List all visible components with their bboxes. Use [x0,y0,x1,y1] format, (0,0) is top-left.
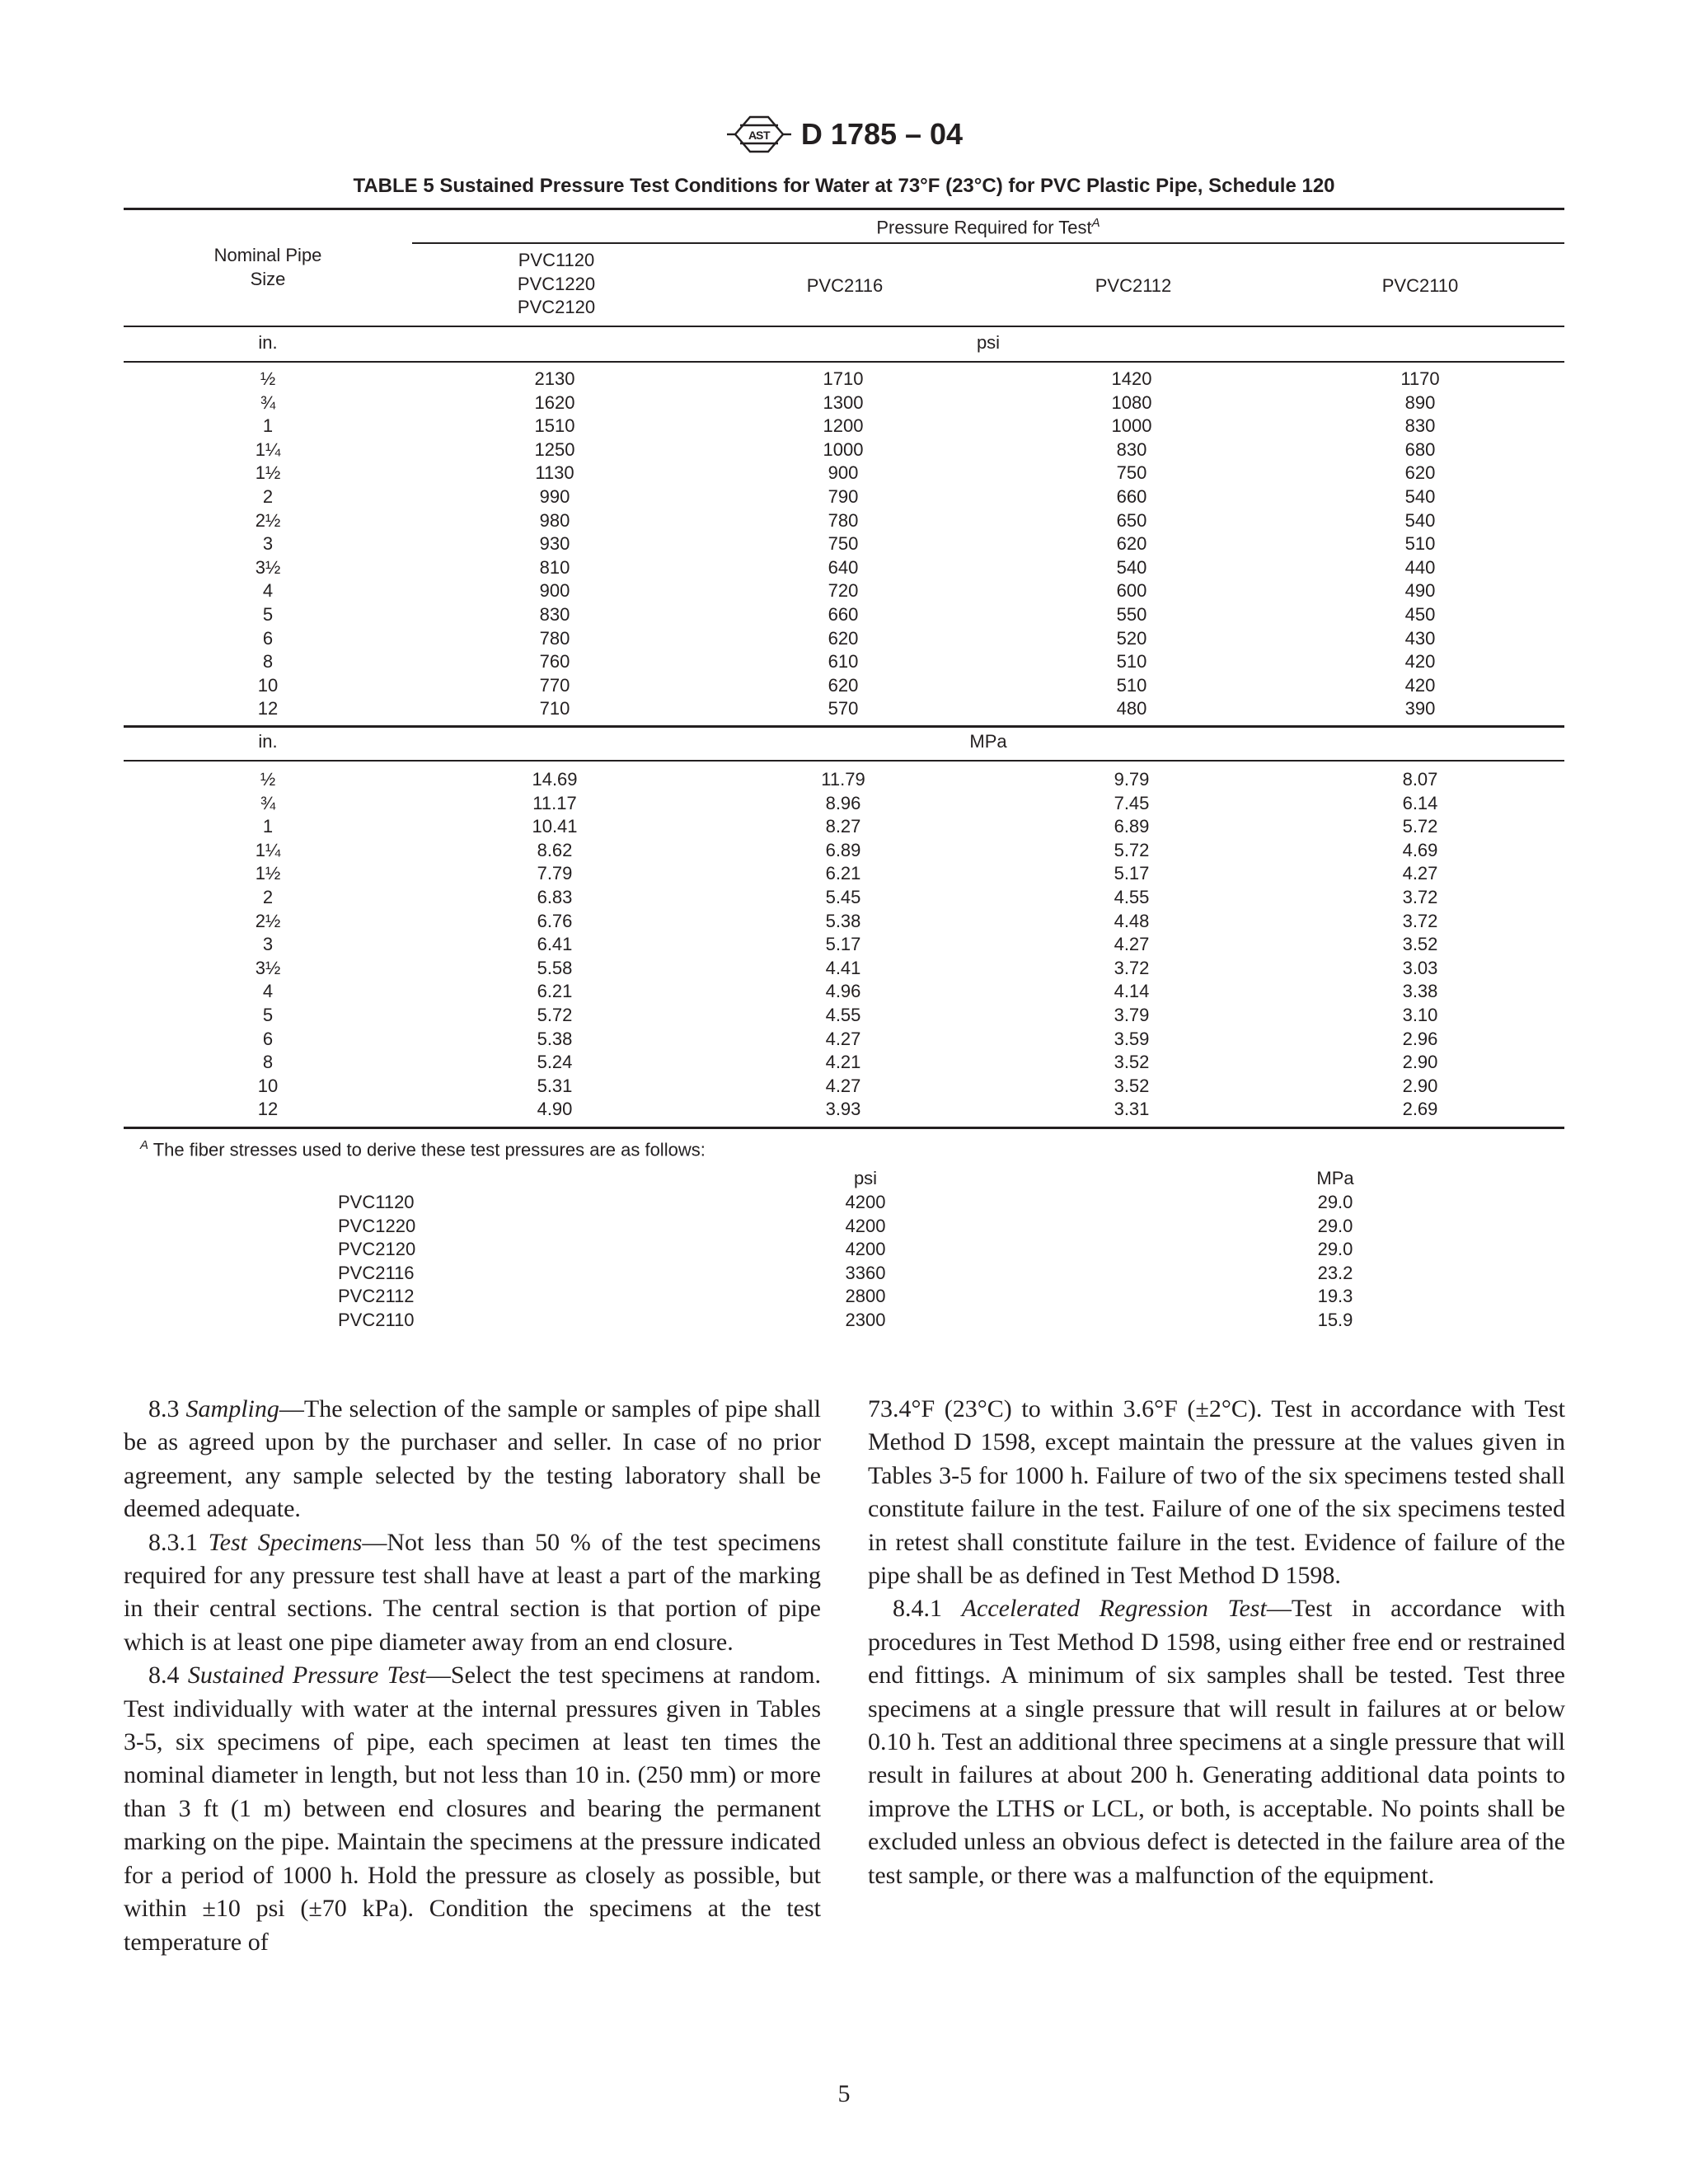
table-row [124,1051,1564,1075]
value-cell: 6.89 [1114,816,1150,837]
paragraph-text: —The selection of the sample or samples of pipe shall be as agreed upon by the purchaser and seller. In case of no prior agreement, any sample selected by the testing laboratory shall be deemed adequate. [124,1395,822,1523]
value-cell: 1080 [1111,391,1152,413]
table-row [124,792,1564,816]
page-number: 5 [837,2080,851,2107]
value-cell: 420 [1404,674,1436,696]
value-cell: 6.21 [825,863,861,884]
astm-logo-icon [725,114,793,155]
mpa-cell: 29.0 [1317,1239,1353,1260]
table-row [124,627,1564,651]
size-cell: 2 [262,886,274,907]
value-cell: 520 [1116,627,1147,649]
value-cell: 5.17 [825,934,861,955]
value-cell: 890 [1404,391,1436,413]
size-cell: ¾ [260,391,276,413]
value-cell: 440 [1404,556,1436,578]
footnote-unit-psi: psi [853,1168,878,1188]
size-cell: 6 [262,1028,274,1049]
paragraph-text: 73.4°F (23°C) to within 3.6°F (±2°C). Test in accordance with Test Method D 1598, except maintain the pressure at the values given in Tables 3-5 for 1000 h. Failure of two of the six specimens tested shall constitute failure in the test. Failure of one of the six specimens tested in retest shall constitute failure in the test. Evidence of failure of the pipe shall be as defined in Test Method D 1598. [868,1395,1565,1590]
section-divider-rule [124,725,1564,728]
size-cell: ½ [260,769,276,790]
value-cell: 5.58 [537,957,573,978]
value-cell: 2.96 [1402,1028,1438,1049]
value-cell: 4.55 [825,1004,861,1025]
value-cell: 550 [1116,603,1147,625]
value-cell: 4.55 [1114,886,1150,907]
value-cell: 760 [539,651,570,673]
fiber-stress-row [124,1285,1564,1309]
value-cell: 6.14 [1402,792,1438,813]
size-cell: 1¼ [255,839,281,860]
paragraph [124,1659,821,1959]
section-title: Sustained Pressure Test [187,1661,426,1690]
value-cell: 4.27 [1114,934,1150,955]
fiber-stress-row [124,1238,1564,1262]
value-cell: 5.72 [1114,839,1150,860]
size-cell: 2½ [255,910,281,931]
table-row [124,556,1564,580]
unit-row-rule-psi [124,361,1564,363]
size-cell: 2 [262,485,274,507]
value-cell: 3.93 [825,1099,861,1120]
value-cell: 1250 [534,438,575,460]
fiber-stress-row [124,1191,1564,1215]
value-cell: 390 [1404,698,1436,719]
value-cell: 540 [1404,485,1436,507]
table-row [124,1004,1564,1028]
column-header-pvc1120-group: PVC1120 PVC1220 PVC2120 [517,250,596,318]
value-cell: 780 [539,627,570,649]
table-row [124,886,1564,910]
mpa-cell: 29.0 [1317,1192,1353,1212]
value-cell: 750 [828,533,859,555]
value-cell: 900 [828,462,859,484]
psi-cell: 4200 [845,1239,886,1260]
column-header-pvc2110: PVC2110 [1381,275,1459,296]
value-cell: 510 [1116,674,1147,696]
value-cell: 3.52 [1114,1052,1150,1073]
value-cell: 1300 [823,391,864,413]
fiber-stress-row [124,1215,1564,1239]
table-row [124,980,1564,1004]
table-row [124,1098,1564,1122]
psi-cell: 2300 [845,1309,886,1330]
table-row [124,650,1564,674]
size-cell: 3½ [255,556,281,578]
material-cell: PVC1220 [338,1215,416,1236]
value-cell: 640 [828,556,859,578]
size-cell: 3 [262,533,274,555]
value-cell: 6.76 [537,910,573,931]
size-unit-label: in. [258,731,278,752]
size-cell: 12 [257,698,279,719]
svg-text:A: A [748,129,757,142]
value-cell: 5.17 [1114,863,1150,884]
value-cell: 2.90 [1402,1075,1438,1096]
material-cell: PVC1120 [338,1192,415,1212]
value-cell: 3.03 [1402,957,1438,978]
paragraph [124,1526,821,1660]
value-cell: 4.27 [825,1028,861,1049]
fiber-stress-rows [124,1191,1564,1333]
value-cell: 7.79 [537,863,573,884]
table-top-rule [124,208,1564,210]
value-cell: 420 [1404,651,1436,673]
size-cell: 3 [262,934,274,955]
value-cell: 3.72 [1402,886,1438,907]
value-cell: 4.14 [1114,981,1150,1002]
material-cell: PVC2110 [338,1309,415,1330]
size-cell: ¾ [260,792,276,813]
table-row [124,697,1564,721]
value-cell: 5.45 [825,886,861,907]
size-cell: 8 [262,651,274,673]
value-cell: 930 [539,533,570,555]
table-row [124,674,1564,698]
table-row [124,532,1564,556]
value-cell: 11.17 [532,792,577,813]
value-cell: 1510 [534,415,575,437]
fiber-stress-row [124,1309,1564,1333]
value-cell: 620 [1404,462,1436,484]
value-cell: 900 [539,580,570,602]
value-cell: 3.52 [1402,934,1438,955]
value-cell: 4.96 [825,981,861,1002]
value-cell: 6.21 [537,981,573,1002]
paragraph [124,1393,821,1526]
size-cell: 10 [257,1075,279,1096]
document-id: D 1785 – 04 [800,117,964,151]
table-footnote: $^A$ The fiber stresses used to derive these test pressures are as follows: [140,1138,706,1160]
value-cell: 540 [1116,556,1147,578]
table-row [124,603,1564,627]
paragraph-text: —Not less than 50 % of the test specimens required for any pressure test shall have at least a part of the marking in their central sections. The central section is that portion of pipe which is at least one pipe diameter away from an end closure. [124,1528,821,1656]
value-cell: 510 [1404,533,1436,555]
value-cell: 1000 [1111,415,1152,437]
value-cell: 490 [1404,580,1436,602]
value-cell: 3.72 [1114,957,1150,978]
value-cell: 4.41 [825,957,861,978]
value-cell: 9.79 [1114,769,1150,790]
paragraph-text: —Select the test specimens at random. Test individually with water at the internal pressures given in Tables 3-5, six specimens of pipe, each specimen at least ten times the nominal diameter in length, but not less than 10 in. (250 mm) or more than 3 ft (1 m) between end closures and bearing the permanent marking on the pipe. Maintain the specimens at the pressure indicated for a period of 1000 h. Hold the pressure as closely as possible, but within ±10 psi (±70 kPa). Condition the specimens at the test temperature of [124,1661,822,1956]
section-number: 8.4 [148,1661,180,1690]
material-cell: PVC2116 [338,1262,415,1283]
size-unit-label: in. [258,332,278,353]
value-cell: 600 [1116,580,1147,602]
table-row [124,839,1564,863]
section-title: Accelerated Regression Test [961,1595,1267,1623]
value-cell: 2.90 [1402,1052,1438,1073]
value-cell: 720 [828,580,859,602]
value-cell: 830 [1116,438,1147,460]
table-bottom-rule [124,1127,1564,1129]
value-cell: 540 [1404,509,1436,531]
table-row [124,933,1564,957]
value-cell: 650 [1116,509,1147,531]
table-row [124,910,1564,934]
section-number: 8.3.1 [148,1528,198,1556]
value-cell: 4.48 [1114,910,1150,931]
value-cell: 430 [1404,627,1436,649]
value-cell: 770 [539,674,570,696]
table-row [124,862,1564,886]
value-cell: 4.27 [1402,863,1438,884]
table-row [124,368,1564,391]
table-row [124,415,1564,438]
value-cell: 5.38 [537,1028,573,1049]
value-cell: 1420 [1111,368,1152,389]
svg-text:S: S [755,129,764,142]
value-cell: 780 [828,509,859,531]
table-row [124,957,1564,981]
value-cell: 5.31 [537,1075,573,1096]
value-cell: 6.41 [537,934,573,955]
value-cell: 6.83 [537,886,573,907]
table-row [124,485,1564,509]
column-header-pvc2116: PVC2116 [806,275,884,296]
value-cell: 710 [539,698,570,719]
value-cell: 3.79 [1114,1004,1150,1025]
value-cell: 830 [539,603,570,625]
size-cell: 5 [262,1004,274,1025]
value-cell: 8.62 [537,839,573,860]
table-row [124,509,1564,533]
column-header-pvc2112: PVC2112 [1095,275,1172,296]
value-cell: 620 [828,674,859,696]
table-row [124,391,1564,415]
size-cell: 3½ [255,957,281,978]
value-cell: 620 [828,627,859,649]
body-left-column [124,1393,821,1959]
fiber-stress-row [124,1262,1564,1286]
value-cell: 660 [1116,485,1147,507]
mpa-cell: 15.9 [1317,1309,1353,1330]
value-cell: 7.45 [1114,792,1150,813]
value-cell: 1710 [823,368,864,389]
group-header: Pressure Required for Test$^A$ [876,216,1100,238]
table-row [124,768,1564,792]
size-cell: 2½ [255,509,281,531]
table-row [124,579,1564,603]
value-cell: 3.31 [1114,1099,1150,1120]
size-cell: 10 [257,674,279,696]
page-header [0,114,1688,155]
psi-data-rows [124,368,1564,721]
size-cell: 12 [257,1099,279,1120]
value-cell: 1620 [534,391,575,413]
material-cell: PVC2112 [338,1286,415,1307]
mpa-cell: 19.3 [1317,1286,1353,1307]
size-cell: 1½ [255,462,281,484]
paragraph [868,1393,1565,1592]
value-cell: 14.69 [532,769,578,790]
size-cell: 5 [262,603,274,625]
section-number: 8.4.1 [893,1595,942,1623]
value-cell: 1000 [823,438,864,460]
value-cell: 4.27 [825,1075,861,1096]
value-cell: 570 [828,698,859,719]
size-cell: 4 [262,981,274,1002]
table-row [124,462,1564,485]
value-cell: 1170 [1400,368,1440,389]
value-cell: 3.72 [1402,910,1438,931]
value-cell: 510 [1116,651,1147,673]
value-cell: 980 [539,509,570,531]
value-cell: 2130 [534,368,575,389]
psi-cell: 4200 [845,1215,886,1236]
value-cell: 5.72 [1402,816,1438,837]
value-cell: 990 [539,485,570,507]
size-cell: 8 [262,1052,274,1073]
value-cell: 480 [1116,698,1147,719]
value-cell: 1130 [535,462,574,484]
body-right-column [868,1393,1565,1892]
value-cell: 8.07 [1402,769,1438,790]
value-cell: 8.96 [825,792,861,813]
unit-row-rule-mpa [124,760,1564,762]
value-cell: 830 [1404,415,1436,437]
table-row [124,1028,1564,1052]
pressure-unit-label: psi [976,332,1001,353]
value-cell: 5.38 [825,910,861,931]
section-number: 8.3 [148,1395,180,1422]
size-cell: 1¼ [255,438,281,460]
psi-cell: 4200 [845,1192,886,1212]
mpa-cell: 23.2 [1317,1262,1353,1283]
value-cell: 810 [539,556,570,578]
value-cell: 750 [1116,462,1147,484]
value-cell: 680 [1404,438,1436,460]
psi-cell: 3360 [845,1262,886,1283]
value-cell: 3.10 [1402,1004,1438,1025]
psi-cell: 2800 [845,1286,886,1307]
table-row [124,438,1564,462]
value-cell: 790 [828,485,859,507]
section-title: Test Specimens [208,1528,363,1556]
mpa-cell: 29.0 [1317,1215,1353,1236]
size-cell: ½ [260,368,276,389]
size-cell: 6 [262,627,274,649]
value-cell: 10.41 [532,816,578,837]
value-cell: 4.69 [1402,839,1438,860]
table-row [124,1075,1564,1099]
size-cell: 1 [262,816,274,837]
value-cell: 8.27 [825,816,861,837]
value-cell: 3.38 [1402,981,1438,1002]
value-cell: 2.69 [1402,1099,1438,1120]
section-title: Sampling [185,1395,279,1422]
value-cell: 11.79 [821,769,865,790]
material-cell: PVC2120 [338,1239,416,1260]
footnote-unit-mpa: MPa [1316,1168,1354,1188]
mpa-data-rows [124,768,1564,1122]
svg-text:T: T [762,129,771,142]
paragraph [868,1592,1565,1892]
value-cell: 3.59 [1114,1028,1150,1049]
size-cell: 4 [262,580,274,602]
value-cell: 660 [828,603,859,625]
paragraph-text: —Test in accordance with procedures in Test Method D 1598, using either free end or restrained end fittings. A minimum of six samples shall be tested. Test three specimens at a single pressure that will result in failures at or below 0.10 h. Test an additional three specimens at a single pressure that will result in failures at about 200 h. Generating additional data points to improve the LTHS or LCL, or both, is acceptable. No points shall be excluded unless an obvious defect is detected in the failure area of the test sample, or there was a malfunction of the equipment. [868,1595,1566,1889]
group-header-rule [412,242,1564,244]
value-cell: 5.24 [537,1052,573,1073]
value-cell: 620 [1116,533,1147,555]
value-cell: 4.90 [537,1099,573,1120]
value-cell: 4.21 [825,1052,861,1073]
size-cell: 1½ [255,863,281,884]
table-row [124,815,1564,839]
header-bottom-rule [124,326,1564,327]
value-cell: 450 [1404,603,1436,625]
value-cell: 5.72 [537,1004,573,1025]
value-cell: 6.89 [825,839,861,860]
value-cell: 610 [828,651,859,673]
size-cell: 1 [262,415,274,437]
value-cell: 1200 [823,415,864,437]
table-caption: TABLE 5 Sustained Pressure Test Conditions for Water at 73°F (23°C) for PVC Plastic Pipe, Schedule 120 [353,175,1335,197]
value-cell: 3.52 [1114,1075,1150,1096]
row-header: Nominal Pipe Size [213,245,322,289]
pressure-unit-label: MPa [969,731,1007,752]
